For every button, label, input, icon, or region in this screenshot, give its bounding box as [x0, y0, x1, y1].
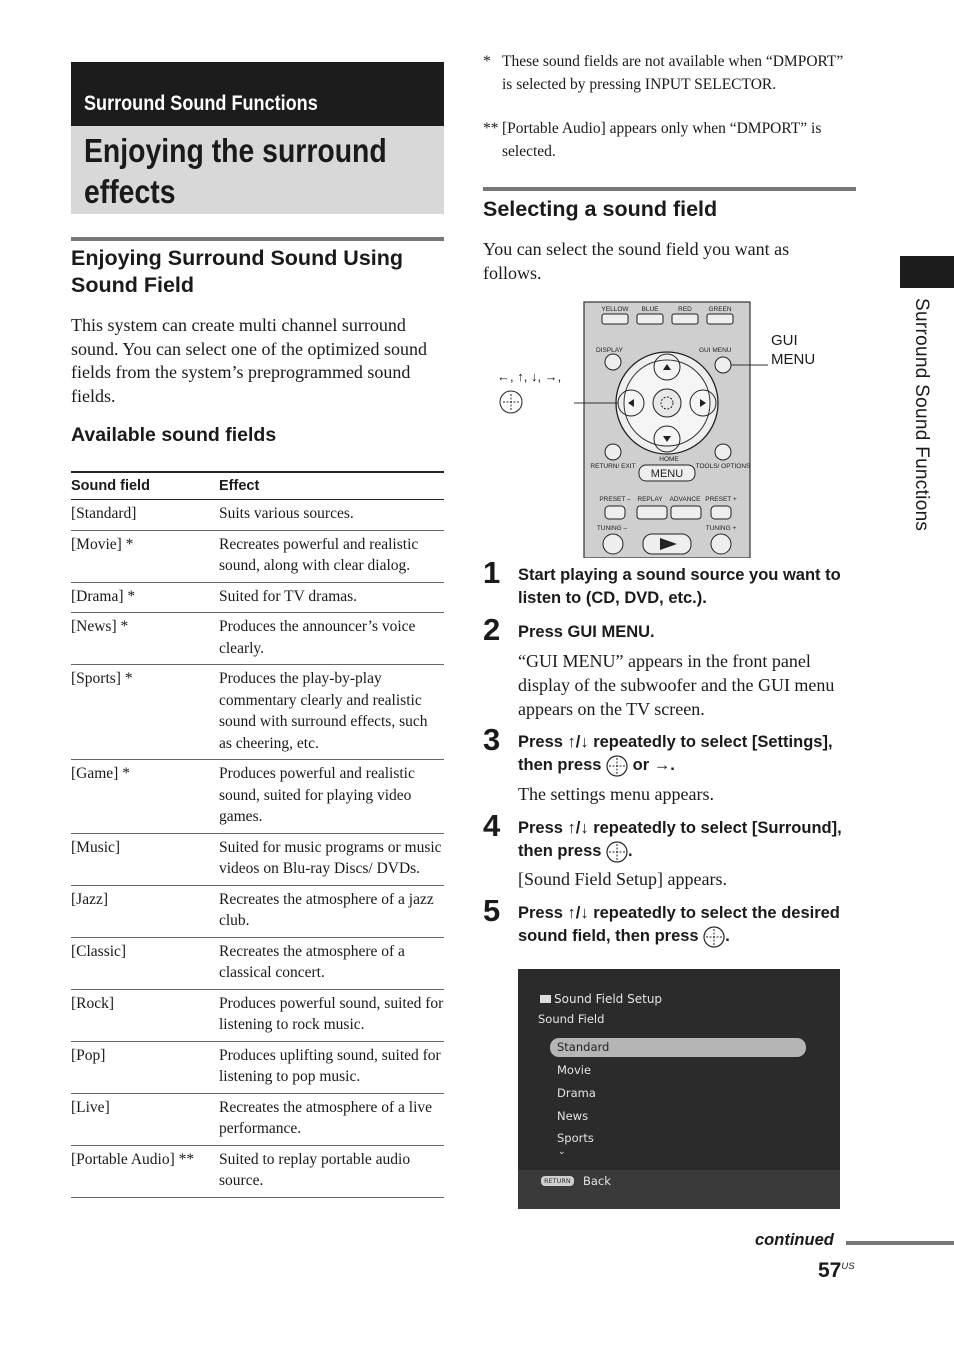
table-row: [71, 1093, 444, 1145]
sound-field-cell: [Jazz]: [71, 885, 219, 937]
gui-menu-item[interactable]: Standard: [557, 1040, 610, 1054]
table-row: [71, 613, 444, 665]
tuning-plus-button[interactable]: [711, 534, 731, 554]
tools-button[interactable]: [715, 444, 731, 460]
gui-menu-item[interactable]: Movie: [557, 1063, 592, 1077]
advance-label: ADVANCE: [669, 496, 701, 503]
display-label: DISPLAY: [596, 347, 623, 354]
return-badge: RETURN: [541, 1176, 574, 1186]
gui-menu-button[interactable]: [715, 357, 731, 373]
table-row: [71, 1145, 444, 1197]
continued-rule: [846, 1241, 954, 1245]
return-button[interactable]: [605, 444, 621, 460]
table-row: [71, 530, 444, 582]
sound-field-cell: [News] *: [71, 613, 219, 665]
effect-cell: Produces the announcer’s voice clearly.: [219, 613, 444, 665]
column-header: Sound field: [71, 472, 219, 500]
section-title: Surround Sound Functions: [84, 92, 318, 115]
gui-menu-callout: GUI MENU: [771, 332, 816, 368]
step-result: “GUI MENU” appears in the front panel display of the subwoofer and the GUI menu appears on the TV screen.: [518, 651, 835, 719]
footnote-mark: **: [483, 120, 499, 137]
selecting-heading: Selecting a sound field: [483, 197, 718, 221]
available-heading: Available sound fields: [71, 424, 277, 446]
sound-field-cell: [Drama] *: [71, 582, 219, 613]
step-text: Press ↑/↓ repeatedly to select [Surround], then press: [518, 819, 842, 860]
blue-label: BLUE: [641, 306, 659, 313]
step-result: [Sound Field Setup] appears.: [518, 869, 727, 889]
table-row: [71, 1041, 444, 1093]
display-button[interactable]: [605, 354, 621, 370]
step-number: 1: [483, 555, 501, 590]
table-row: [71, 665, 444, 760]
yellow-label: YELLOW: [601, 306, 629, 313]
advance-button[interactable]: [671, 506, 701, 519]
page-number: $57^{US}$: [818, 1259, 855, 1282]
effect-cell: Produces powerful and realistic sound, suited for playing video games.: [219, 760, 444, 834]
step-text: or →.: [632, 756, 675, 774]
divider: [483, 187, 856, 191]
gui-screen: [518, 969, 840, 1209]
table-row: [71, 989, 444, 1041]
sound-field-cell: [Standard]: [71, 500, 219, 531]
arrows-callout: ←, ↑, ↓, →,: [497, 369, 562, 384]
footnote-2: [Portable Audio] appears only when “DMPORT” is selected.: [502, 120, 822, 160]
tools-label: TOOLS/ OPTIONS: [695, 463, 751, 470]
step-text: .: [628, 842, 633, 860]
sound-field-cell: [Pop]: [71, 1041, 219, 1093]
intro-body: This system can create multi channel surround sound. You can select one of the optimized sound fields from the system’s preprogrammed sound fields.: [71, 315, 427, 407]
sound-field-cell: [Sports] *: [71, 665, 219, 760]
preset-plus-button[interactable]: [711, 506, 731, 519]
preset-minus-button[interactable]: [605, 506, 625, 519]
red-label: RED: [678, 306, 692, 313]
table-row: [71, 500, 444, 531]
sound-field-cell: [Portable Audio] **: [71, 1145, 219, 1197]
gui-back[interactable]: Back: [583, 1174, 611, 1188]
table-row: [71, 582, 444, 613]
effect-cell: Recreates the atmosphere of a live performance.: [219, 1093, 444, 1145]
effect-cell: Produces uplifting sound, suited for listening to pop music.: [219, 1041, 444, 1093]
step-instruction: Start playing a sound source you want to listen to (CD, DVD, etc.).: [518, 566, 841, 607]
tuning-minus-button[interactable]: [603, 534, 623, 554]
tuning-minus-label: TUNING –: [596, 525, 628, 532]
step-text: Press ↑/↓ repeatedly to select [Settings], then press: [518, 733, 833, 774]
sound-field-cell: [Classic]: [71, 937, 219, 989]
replay-button[interactable]: [637, 506, 667, 519]
green-label: GREEN: [708, 306, 732, 313]
enter-icon: [606, 841, 628, 863]
effect-cell: Recreates powerful and realistic sound, along with clear dialog.: [219, 530, 444, 582]
side-tab-label: Surround Sound Functions: [911, 298, 932, 532]
enter-icon: [606, 755, 628, 777]
sound-field-cell: [Music]: [71, 833, 219, 885]
blue-button[interactable]: [637, 314, 663, 324]
enter-button[interactable]: [653, 389, 681, 417]
page-title-box: [71, 126, 444, 214]
column-header: Effect: [219, 472, 444, 500]
section-header-bar: [71, 62, 444, 126]
step-instruction: [518, 731, 863, 777]
gui-menu-item[interactable]: News: [557, 1109, 589, 1123]
table-row: [71, 885, 444, 937]
step-instruction: [518, 902, 863, 948]
selecting-body: You can select the sound field you want as follows.: [483, 239, 790, 283]
continued-label: continued: [755, 1231, 834, 1249]
effect-cell: Suited for TV dramas.: [219, 582, 444, 613]
scroll-down-icon[interactable]: ⌄: [558, 1147, 566, 1157]
effect-cell: Produces the play-by-play commentary clearly and realistic sound with surround effects, such as cheering, etc.: [219, 665, 444, 760]
gui-menu-item[interactable]: Drama: [557, 1086, 596, 1100]
step-text: Press ↑/↓ repeatedly to select the desired sound field, then press: [518, 904, 840, 945]
effect-cell: Recreates the atmosphere of a classical concert.: [219, 937, 444, 989]
gui-title: Sound Field Setup: [540, 992, 662, 1006]
step-instruction: [518, 817, 863, 863]
page-title: Enjoying the surround effects: [84, 132, 387, 210]
speaker-icon: [540, 995, 551, 1003]
effect-cell: Suits various sources.: [219, 500, 444, 531]
table-row: [71, 833, 444, 885]
step-number: 5: [483, 893, 501, 928]
sound-field-table: [71, 471, 444, 1198]
gui-menu-item[interactable]: Sports: [557, 1131, 594, 1145]
step-instruction: Press GUI MENU.: [518, 623, 655, 641]
enter-icon: [703, 926, 725, 948]
replay-label: REPLAY: [637, 496, 663, 503]
divider: [71, 237, 444, 241]
step-number: 4: [483, 808, 501, 843]
preset-plus-label: PRESET +: [705, 496, 737, 503]
effect-cell: Suited for music programs or music videos on Blu-ray Discs/ DVDs.: [219, 833, 444, 885]
return-label: RETURN/ EXIT: [590, 463, 636, 470]
step-text: .: [725, 927, 730, 945]
green-button[interactable]: [707, 314, 733, 324]
effect-cell: Suited to replay portable audio source.: [219, 1145, 444, 1197]
red-button[interactable]: [672, 314, 698, 324]
home-label: HOME: [659, 456, 679, 463]
effect-cell: Produces powerful sound, suited for listening to rock music.: [219, 989, 444, 1041]
preset-minus-label: PRESET –: [599, 496, 631, 503]
tuning-plus-label: TUNING +: [705, 525, 737, 532]
gui-subtitle: Sound Field: [538, 1012, 605, 1026]
table-row: [71, 937, 444, 989]
step-result: The settings menu appears.: [518, 784, 714, 804]
yellow-button[interactable]: [602, 314, 628, 324]
menu-label: MENU: [650, 468, 684, 480]
effect-cell: Recreates the atmosphere of a jazz club.: [219, 885, 444, 937]
sound-field-cell: [Game] *: [71, 760, 219, 834]
gui-menu-label: GUI MENU: [699, 347, 732, 354]
step-number: 3: [483, 722, 501, 757]
footnote-mark: *: [483, 53, 491, 70]
sound-field-cell: [Movie] *: [71, 530, 219, 582]
sound-field-cell: [Live]: [71, 1093, 219, 1145]
footnote-1: These sound fields are not available when “DMPORT” is selected by pressing INPUT SELECTOR.: [502, 53, 844, 93]
intro-heading: Enjoying Surround Sound Using Sound Field: [71, 246, 404, 297]
sound-field-cell: [Rock]: [71, 989, 219, 1041]
table-row: [71, 760, 444, 834]
step-number: 2: [483, 612, 501, 647]
table-header-row: [71, 472, 444, 500]
side-tab-marker: [900, 256, 954, 288]
